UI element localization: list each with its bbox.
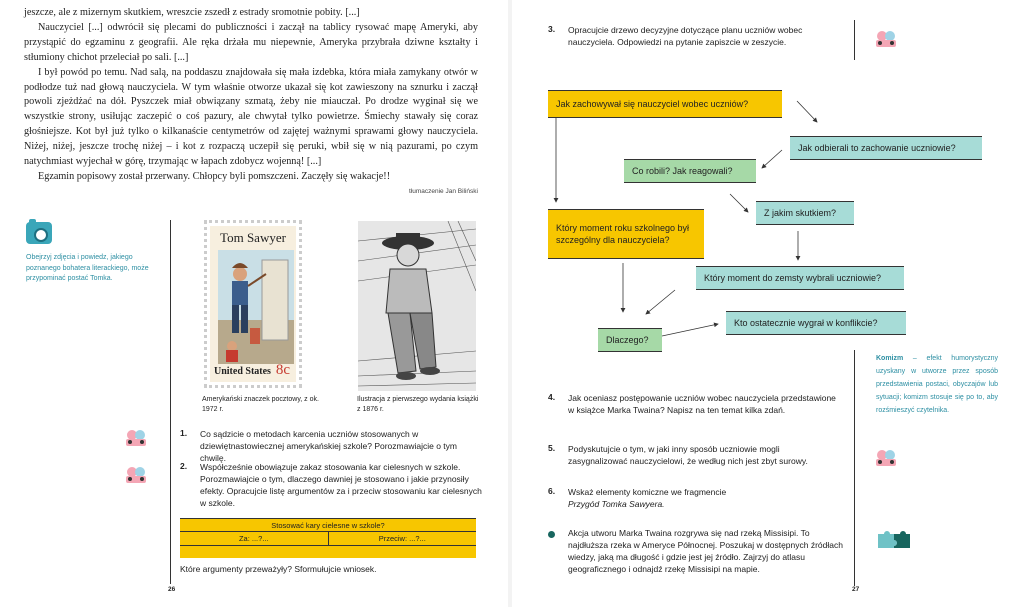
tree-node-q2: Jak odbierali to zachowanie uczniowie?: [790, 136, 982, 160]
question-text: Co sądzicie o metodach karcenia uczniów stosowanych w dziewiętnastowiecznej amerykańskiej szkole? Porozmawiajcie o tym chwilę.: [200, 429, 457, 463]
page-number: 26: [168, 586, 176, 593]
tree-node-q7: Kto ostatecznie wygrał w konflikcie?: [726, 311, 906, 335]
question-text: [568, 486, 838, 510]
table-header: Stosować kary cielesne w szkole?: [180, 518, 476, 532]
story-paragraph: Egzamin popisowy został przerwany. Chłopcy byli pomszczeni. Zaczęły się wakacje!!: [38, 170, 391, 182]
question-text: Opracujcie drzewo decyzyjne dotyczące planu uczniów wobec nauczyciela. Odpowiedzi na pytanie zapiszcie w zeszycie.: [568, 25, 803, 47]
question-number: 1.: [180, 428, 188, 438]
question-number: 6.: [548, 486, 556, 496]
table-cell-for: Za: ...?...: [180, 532, 328, 545]
bullet-dot-icon: [548, 531, 555, 538]
question-text: Podyskutujcie o tym, w jaki inny sposób uczniowie mogli zasygnalizować nauczycielowi, że według nich jest zbyt surowy.: [568, 444, 808, 466]
arguments-table: [180, 518, 476, 558]
table-row: [180, 532, 476, 546]
tree-node-q6: Który moment do zemsty wybrali uczniowie?: [696, 266, 904, 290]
story-excerpt: [24, 6, 478, 185]
book-title: Przygód Tomka Sawyera.: [568, 499, 665, 509]
stamp-country: United States: [214, 366, 271, 377]
discussion-icon: [875, 449, 897, 467]
story-paragraph: I był powód po temu. Nad salą, na poddaszu znajdowała się mała izdebka, która miała zamykany otwór w podłodze tuż nad głową nauczyciela. W tym właśnie otworze ukazał się kot zawieszony na sznurku i zaczął powoli zjeżdżać na dół. Pyszczek miał obwiązany szmatą, żeby nie miauczał. Po drodze wyginał się we wszystkie strony, usiłując zaczepić o coś pazury, ale chwytał tylko powietrze. Śmiechy stawały się coraz głośniejsze. Kot był już tylko o kilkanaście centymetrów od zajętej ważnymi sprawami głowy nauczyciela. Niżej, niżej, jeszcze trochę niżej – i kot z rozpaczą uczepił się peruki, wbił się w nią pazurami, po czym natychmiast wyjechał w górę, trzymając w łapach zdobycz wojenną! [...]: [24, 66, 478, 168]
page-number: 27: [852, 586, 860, 593]
question-number: 2.: [180, 461, 188, 471]
tree-node-q8: Dlaczego?: [598, 328, 662, 352]
illustration-caption: Ilustracja z pierwszego wydania książki z 1876 r.: [357, 396, 479, 413]
question-text: Współcześnie obowiązuje zakaz stosowania kar cielesnych w szkole. Porozmawiajcie o tym, dlaczego dawniej je stosowano i jakie przynosiły efekty. Opracujcie listę argumentów za i przeciw stosowaniu kar cielesnych w szkole.: [200, 462, 482, 508]
puzzle-icon: [876, 530, 912, 550]
left-page: [0, 0, 508, 607]
tree-node-q5: Który moment roku szkolnego był szczególny dla nauczyciela?: [548, 209, 704, 259]
camera-icon: [26, 222, 52, 244]
tree-node-q3: Co robili? Jak reagowali?: [624, 159, 756, 183]
definition-text: – efekt humorystyczny uzyskany w utworze przez sposób przedstawienia postaci, obyczajów lub sytuacji; komizm stosuje się po to, aby rozśmieszyć czytelnika.: [876, 355, 998, 414]
stamp-caption: Amerykański znaczek pocztowy, z ok. 1972 r.: [202, 396, 319, 413]
postage-stamp: [204, 220, 302, 388]
story-paragraph: Nauczyciel [...] odwrócił się plecami do publiczności i zaczął na tablicy rysować mapę Ameryki, aby przystąpić do egzaminu z geografii. Ale ręka drżała mu niepewnie, Ameryka przybrała dziwne kształty i stłumiony chichot przeleciał po sali. [...]: [24, 21, 478, 63]
question-number: 3.: [548, 24, 556, 34]
geography-note: Akcja utworu Marka Twaina rozgrywa się nad rzeką Missisipi. To najdłuższa rzeka w Ameryce Północnej. Poszukaj w dostępnych źródłach wiedzy, jaką ma długość i gdzie jest jej źródło. Zajrzyj do atlasu geograficznego i odnajdź rzekę Missisipi na mapie.: [568, 528, 843, 574]
definition-term: Komizm: [876, 355, 904, 362]
question-number: 5.: [548, 443, 556, 453]
stamp-scene-image: [218, 250, 294, 364]
tom-sawyer-illustration: [358, 221, 476, 391]
tree-node-q1: Jak zachowywał się nauczyciel wobec uczniów?: [548, 90, 782, 118]
table-blank-row: [180, 546, 476, 558]
closing-instruction: Które argumenty przeważyły? Sformułujcie wniosek.: [180, 564, 377, 574]
stamp-title: Tom Sawyer: [220, 230, 286, 245]
discussion-icon: [125, 466, 147, 484]
column-divider: [170, 220, 171, 584]
right-page: [512, 0, 1024, 607]
table-cell-against: Przeciw: ...?...: [328, 532, 477, 545]
photo-prompt: Obejrzyj zdjęcia i powiedz, jakiego poznanego bohatera literackiego, może przypominać postać Tomka.: [26, 254, 149, 282]
translator-credit: tłumaczenie Jan Biliński: [408, 188, 478, 195]
question-text-main: Wskaż elementy komiczne we fragmencie: [568, 487, 727, 497]
comizm-definition: [876, 352, 998, 417]
story-paragraph: jeszcze, ale z mizernym skutkiem, wreszcie zszedł z estrady sromotnie pobity. [...]: [24, 7, 360, 18]
question-text: Jak oceniasz postępowanie uczniów wobec nauczyciela przedstawione w książce Marka Twaina? Napisz na ten temat kilka zdań.: [568, 393, 836, 415]
stamp-price: 8c: [275, 362, 290, 378]
discussion-icon: [125, 429, 147, 447]
question-number: 4.: [548, 392, 556, 402]
tree-node-q4: Z jakim skutkiem?: [756, 201, 854, 225]
